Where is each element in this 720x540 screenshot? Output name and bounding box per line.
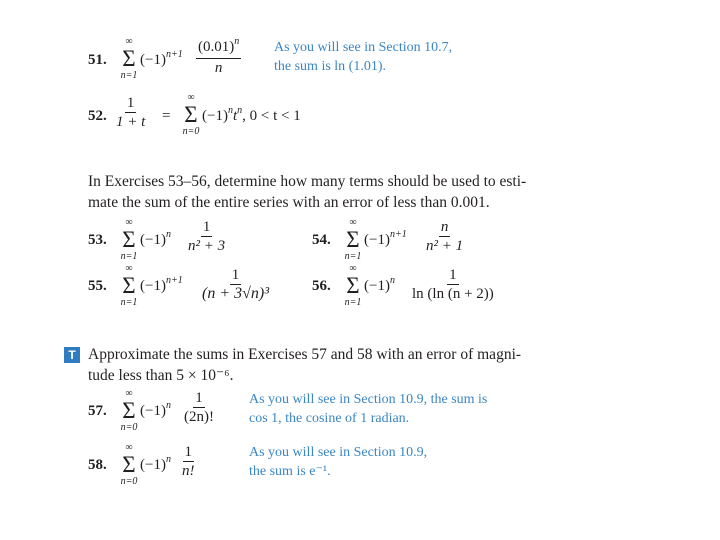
domain-condition: , 0 < t < 1 bbox=[242, 108, 301, 124]
exercise-number: 53. bbox=[88, 232, 107, 248]
alternating-sign bbox=[140, 229, 171, 249]
sigma-symbol: Σ bbox=[122, 273, 136, 298]
note-line: As you will see in Section 10.7, bbox=[274, 40, 453, 55]
sigma-symbol: Σ bbox=[346, 273, 360, 298]
sum-upper-limit: ∞ bbox=[349, 217, 357, 228]
fraction-numerator: 1 bbox=[195, 390, 203, 406]
instructions-57-58 bbox=[88, 344, 521, 386]
numerator-exponent: n bbox=[234, 36, 240, 47]
fraction-denominator: (2n)! bbox=[184, 409, 214, 425]
fraction-numerator: 1 bbox=[126, 95, 135, 111]
exercise-number: 58. bbox=[88, 457, 107, 473]
alternating-sign bbox=[364, 275, 395, 295]
sum-upper-limit: ∞ bbox=[125, 388, 133, 399]
technology-badge: T bbox=[64, 347, 80, 363]
sign-base: (−1) bbox=[140, 403, 166, 419]
fraction-numerator: 1 bbox=[202, 219, 211, 235]
exercise-number: 56. bbox=[312, 278, 331, 294]
exercise-number: 51. bbox=[88, 52, 107, 68]
series-term bbox=[202, 105, 301, 125]
exercise-51-note bbox=[274, 38, 452, 76]
fraction-denominator: 1 + t bbox=[116, 114, 146, 130]
sum-upper-limit: ∞ bbox=[125, 442, 133, 453]
sign-exponent: n+1 bbox=[165, 49, 183, 60]
sign-exponent: n+1 bbox=[165, 275, 183, 286]
summation bbox=[342, 217, 364, 262]
sigma-symbol: Σ bbox=[122, 398, 136, 423]
fraction-numerator: n bbox=[440, 219, 449, 235]
fraction-denominator: n² + 3 bbox=[188, 238, 226, 254]
note-line: As you will see in Section 10.9, the sum is bbox=[249, 392, 488, 407]
fraction-denominator: n! bbox=[182, 463, 195, 479]
sign-exponent: n bbox=[227, 105, 233, 116]
sign-exponent: n bbox=[165, 454, 171, 465]
sigma-symbol: Σ bbox=[346, 227, 360, 252]
instruction-line: mate the sum of the entire series with an error of less than 0.001. bbox=[88, 194, 490, 211]
note-line: the sum is ln (1.01). bbox=[274, 59, 386, 74]
exercise-57-note bbox=[249, 390, 487, 428]
note-line: cos 1, the cosine of 1 radian. bbox=[249, 411, 410, 426]
term-fraction bbox=[182, 389, 216, 426]
term-fraction bbox=[200, 266, 271, 303]
variable-exponent: n bbox=[237, 105, 243, 116]
sign-base: (−1) bbox=[364, 232, 390, 248]
sum-upper-limit: ∞ bbox=[349, 263, 357, 274]
summation bbox=[118, 442, 140, 487]
sum-lower-limit: n=1 bbox=[120, 297, 138, 308]
summation bbox=[342, 263, 364, 308]
sum-upper-limit: ∞ bbox=[125, 36, 133, 47]
summation bbox=[118, 388, 140, 433]
exercise-number: 52. bbox=[88, 108, 107, 124]
term-fraction bbox=[424, 218, 465, 255]
term-fraction bbox=[410, 266, 496, 303]
alternating-sign bbox=[140, 275, 183, 295]
lhs-fraction bbox=[114, 94, 147, 131]
sigma-symbol: Σ bbox=[184, 102, 198, 127]
sum-upper-limit: ∞ bbox=[125, 217, 133, 228]
sign-base: (−1) bbox=[140, 457, 166, 473]
sigma-symbol: Σ bbox=[122, 227, 136, 252]
term-fraction bbox=[196, 38, 241, 77]
sign-exponent: n+1 bbox=[389, 229, 407, 240]
sign-base: (−1) bbox=[364, 278, 390, 294]
sum-upper-limit: ∞ bbox=[187, 92, 195, 103]
fraction-denominator: n² + 1 bbox=[426, 238, 464, 254]
fraction-numerator: 1 bbox=[231, 267, 240, 283]
fraction-denominator: (n + 3√n)³ bbox=[202, 285, 270, 302]
sum-lower-limit: n=1 bbox=[120, 251, 138, 262]
equals-sign: = bbox=[162, 108, 171, 124]
alternating-sign bbox=[140, 49, 183, 69]
summation bbox=[118, 263, 140, 308]
sign-exponent: n bbox=[165, 229, 171, 240]
sum-lower-limit: n=1 bbox=[344, 297, 362, 308]
term-fraction bbox=[180, 443, 197, 480]
sigma-symbol: Σ bbox=[122, 46, 136, 71]
sign-base: (−1) bbox=[140, 52, 166, 68]
alternating-sign bbox=[140, 400, 171, 420]
sign-base: (−1) bbox=[202, 108, 228, 124]
sigma-symbol: Σ bbox=[122, 452, 136, 477]
instruction-line: tude less than 5 × 10⁻⁶. bbox=[88, 367, 234, 384]
exercise-number: 57. bbox=[88, 403, 107, 419]
sum-lower-limit: n=0 bbox=[120, 476, 138, 487]
instruction-line: Approximate the sums in Exercises 57 and 58 with an error of magni- bbox=[88, 346, 522, 363]
sum-lower-limit: n=0 bbox=[182, 126, 200, 137]
sign-exponent: n bbox=[165, 400, 171, 411]
instruction-line: In Exercises 53–56, determine how many terms should be used to esti- bbox=[88, 173, 527, 190]
sign-base: (−1) bbox=[140, 232, 166, 248]
fraction-numerator: (0.01) bbox=[198, 39, 235, 55]
summation bbox=[118, 217, 140, 262]
sign-base: (−1) bbox=[140, 278, 166, 294]
note-line: the sum is e⁻¹. bbox=[249, 464, 331, 479]
note-line: As you will see in Section 10.9, bbox=[249, 445, 428, 460]
fraction-denominator: ln (ln (n + 2)) bbox=[412, 286, 494, 302]
sum-lower-limit: n=0 bbox=[120, 422, 138, 433]
exercise-number: 54. bbox=[312, 232, 331, 248]
alternating-sign bbox=[140, 454, 171, 474]
alternating-sign bbox=[364, 229, 407, 249]
exercise-58-note bbox=[249, 443, 427, 481]
exercise-number: 55. bbox=[88, 278, 107, 294]
sum-lower-limit: n=1 bbox=[344, 251, 362, 262]
summation bbox=[118, 36, 140, 81]
sum-lower-limit: n=1 bbox=[120, 70, 138, 81]
instructions-53-56 bbox=[88, 171, 526, 213]
sum-upper-limit: ∞ bbox=[125, 263, 133, 274]
summation bbox=[180, 92, 202, 137]
sign-exponent: n bbox=[389, 275, 395, 286]
fraction-numerator: 1 bbox=[184, 444, 192, 460]
fraction-numerator: 1 bbox=[449, 267, 457, 283]
term-variable: t bbox=[232, 108, 238, 124]
fraction-denominator: n bbox=[214, 60, 223, 76]
term-fraction bbox=[186, 218, 227, 255]
